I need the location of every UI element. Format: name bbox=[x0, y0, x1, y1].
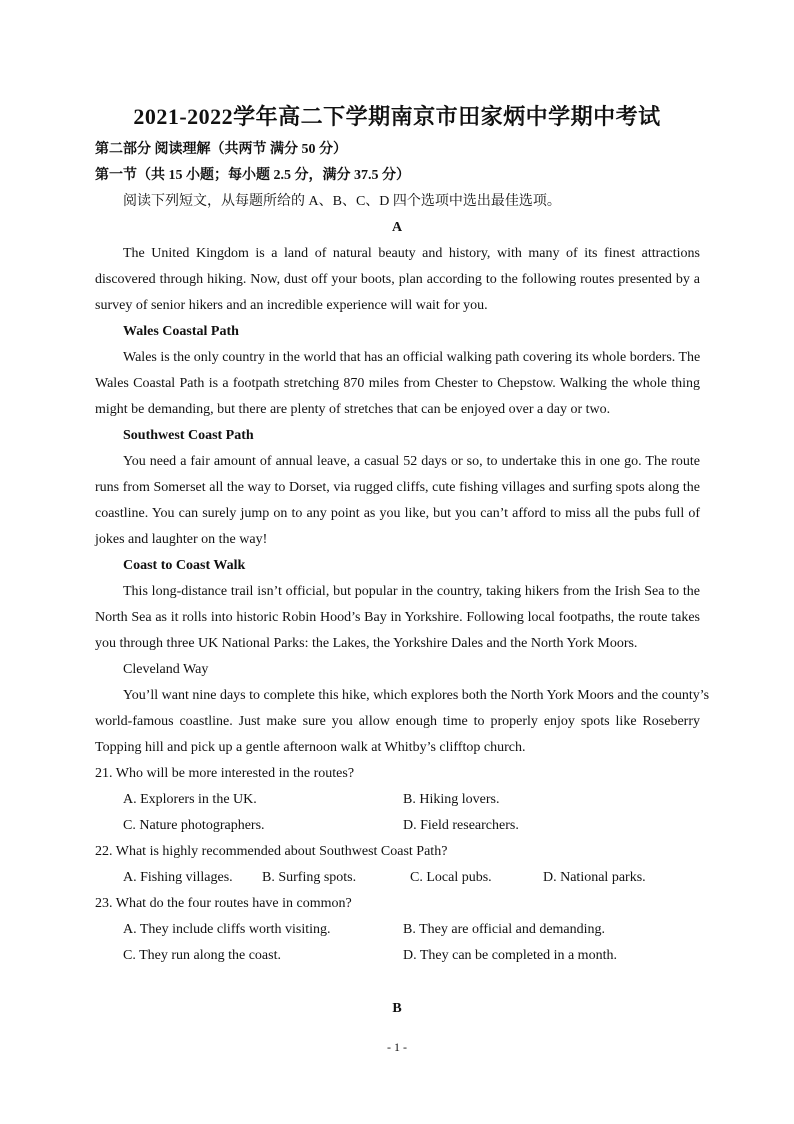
answer-option[interactable]: B. Hiking lovers. bbox=[403, 792, 500, 807]
answer-option[interactable]: A. They include cliffs worth visiting. bbox=[123, 922, 331, 937]
paragraph-line: North Sea as it rolls into historic Robin Hood’s Bay in Yorkshire. Following local footpaths, the route takes bbox=[95, 610, 700, 625]
paragraph-line: survey of senior hikers and an incredible experience will wait for you. bbox=[95, 298, 488, 313]
question-stem: 22. What is highly recommended about Southwest Coast Path? bbox=[95, 844, 448, 859]
paragraph-line: world-famous coastline. Just make sure you allow enough time to properly enjoy spots like Roseberry bbox=[95, 714, 700, 729]
route-heading: Wales Coastal Path bbox=[123, 324, 239, 339]
answer-option[interactable]: C. They run along the coast. bbox=[123, 948, 281, 963]
paragraph-line: You need a fair amount of annual leave, a casual 52 days or so, to undertake this in one go. The route bbox=[123, 454, 700, 469]
paragraph-line: might be demanding, but there are plenty of stretches that can be enjoyed over a day or two. bbox=[95, 402, 611, 417]
route-heading: Coast to Coast Walk bbox=[123, 558, 246, 573]
paragraph-line: You’ll want nine days to complete this hike, which explores both the North York Moors and the county’s bbox=[123, 688, 710, 703]
page-title: 2021-2022学年高二下学期南京市田家炳中学期中考试 bbox=[133, 104, 661, 129]
answer-option[interactable]: A. Fishing villages. bbox=[123, 870, 233, 885]
answer-option[interactable]: D. National parks. bbox=[543, 870, 646, 885]
paragraph-line: runs from Somerset all the way to Dorset, via rugged cliffs, cute fishing villages and surfing spots along the bbox=[95, 480, 700, 495]
route-heading: Cleveland Way bbox=[123, 662, 209, 677]
answer-option[interactable]: B. Surfing spots. bbox=[262, 870, 357, 885]
answer-option[interactable]: A. Explorers in the UK. bbox=[123, 792, 257, 807]
route-heading: Southwest Coast Path bbox=[123, 428, 254, 443]
passage-label: B bbox=[392, 1001, 402, 1016]
answer-option[interactable]: D. Field researchers. bbox=[403, 818, 519, 833]
page-number: - 1 - bbox=[387, 1040, 407, 1054]
part-heading: 第二部分 阅读理解（共两节 满分 50 分） bbox=[95, 142, 347, 157]
answer-option[interactable]: B. They are official and demanding. bbox=[403, 922, 606, 937]
question-stem: 21. Who will be more interested in the routes? bbox=[95, 766, 355, 781]
instruction-text: 阅读下列短文，从每题所给的 A、B、C、D 四个选项中选出最佳选项。 bbox=[123, 194, 561, 209]
answer-option[interactable]: C. Local pubs. bbox=[410, 870, 492, 885]
paragraph-line: jokes and laughter on the way! bbox=[95, 532, 268, 547]
paragraph-line: Topping hill and pick up a gentle afternoon walk at Whitby’s clifftop church. bbox=[95, 740, 526, 755]
paragraph-line: This long-distance trail isn’t official, but popular in the country, taking hikers from the Irish Sea to the bbox=[123, 584, 700, 599]
paragraph-line: Wales is the only country in the world that has an official walking path covering its whole borders. The bbox=[123, 350, 701, 365]
answer-option[interactable]: C. Nature photographers. bbox=[123, 818, 265, 833]
question-stem: 23. What do the four routes have in common? bbox=[95, 896, 352, 911]
paragraph-line: you through three UK National Parks: the Lakes, the Yorkshire Dales and the North York Moors. bbox=[95, 636, 638, 651]
paragraph-line: coastline. You can surely jump on to any point as you like, but you can’t afford to miss all the pubs full of bbox=[95, 506, 700, 521]
section-heading: 第一节（共 15 小题；每小题 2.5 分，满分 37.5 分） bbox=[95, 168, 410, 183]
paragraph-line: The United Kingdom is a land of natural beauty and history, with many of its finest attractions bbox=[123, 246, 700, 261]
paragraph-line: Wales Coastal Path is a footpath stretching 870 miles from Chester to Chepstow. Walking the whole thing bbox=[95, 376, 700, 391]
answer-option[interactable]: D. They can be completed in a month. bbox=[403, 948, 617, 963]
paragraph-line: discovered through hiking. Now, dust off your boots, plan according to the following routes presented by a bbox=[95, 272, 700, 287]
passage-label: A bbox=[391, 220, 403, 235]
